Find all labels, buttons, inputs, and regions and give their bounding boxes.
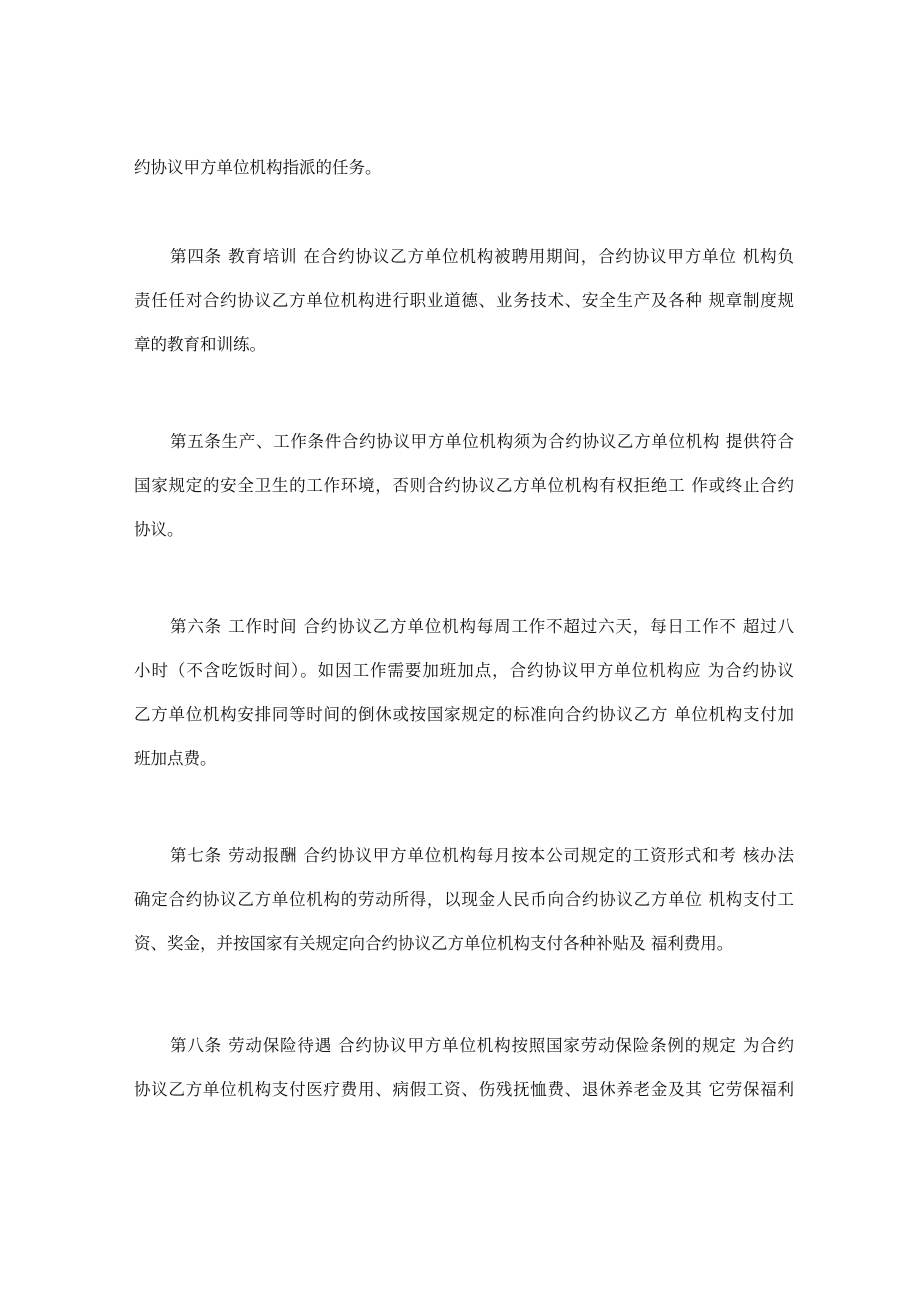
paragraph-article-6 [134,605,794,781]
text-line: 乙方单位机构安排同等时间的倒休或按国家规定的标准向合约协议乙方 单位机构支付加 [134,705,794,724]
text-line: 约协议甲方单位机构指派的任务。 [134,158,382,177]
text-line: 第七条 劳动报酬 合约协议甲方单位机构每月按本公司规定的工资形式和考 核办法 [170,846,794,865]
text-line: 责任任对合约协议乙方单位机构进行职业道德、业务技术、安全生产及各种 规章制度规 [134,291,794,310]
text-line: 确定合约协议乙方单位机构的劳动所得，以现金人民币向合约协议乙方单位 机构支付工 [134,890,794,909]
paragraph-article-4 [134,235,794,367]
text-line: 资、奖金，并按国家有关规定向合约协议乙方单位机构支付各种补贴及 福利费用。 [134,934,734,953]
text-line: 班加点费。 [134,749,217,768]
paragraph-article-5 [134,420,794,552]
text-line: 第八条 劳动保险待遇 合约协议甲方单位机构按照国家劳动保险条例的规定 为合约 [170,1036,794,1055]
paragraph-article-7 [134,834,794,966]
text-line: 小时（不含吃饭时间）。如因工作需要加班加点，合约协议甲方单位机构应 为合约协议 [134,661,794,680]
paragraph-article-8 [134,1024,794,1112]
text-line: 协议乙方单位机构支付医疗费用、病假工资、伤残抚恤费、退休养老金及其 它劳保福利 [134,1080,794,1099]
text-line: 章的教育和训练。 [134,335,266,354]
text-line: 第六条 工作时间 合约协议乙方单位机构每周工作不超过六天，每日工作不 超过八 [170,617,794,636]
text-line: 第四条 教育培训 在合约协议乙方单位机构被聘用期间，合约协议甲方单位 机构负 [170,247,794,266]
text-line: 第五条生产、工作条件合约协议甲方单位机构须为合约协议乙方单位机构 提供符合 [170,432,794,451]
paragraph-continuation [134,146,794,190]
text-line: 协议。 [134,520,184,539]
text-line: 国家规定的安全卫生的工作环境，否则合约协议乙方单位机构有权拒绝工 作或终止合约 [134,476,794,495]
